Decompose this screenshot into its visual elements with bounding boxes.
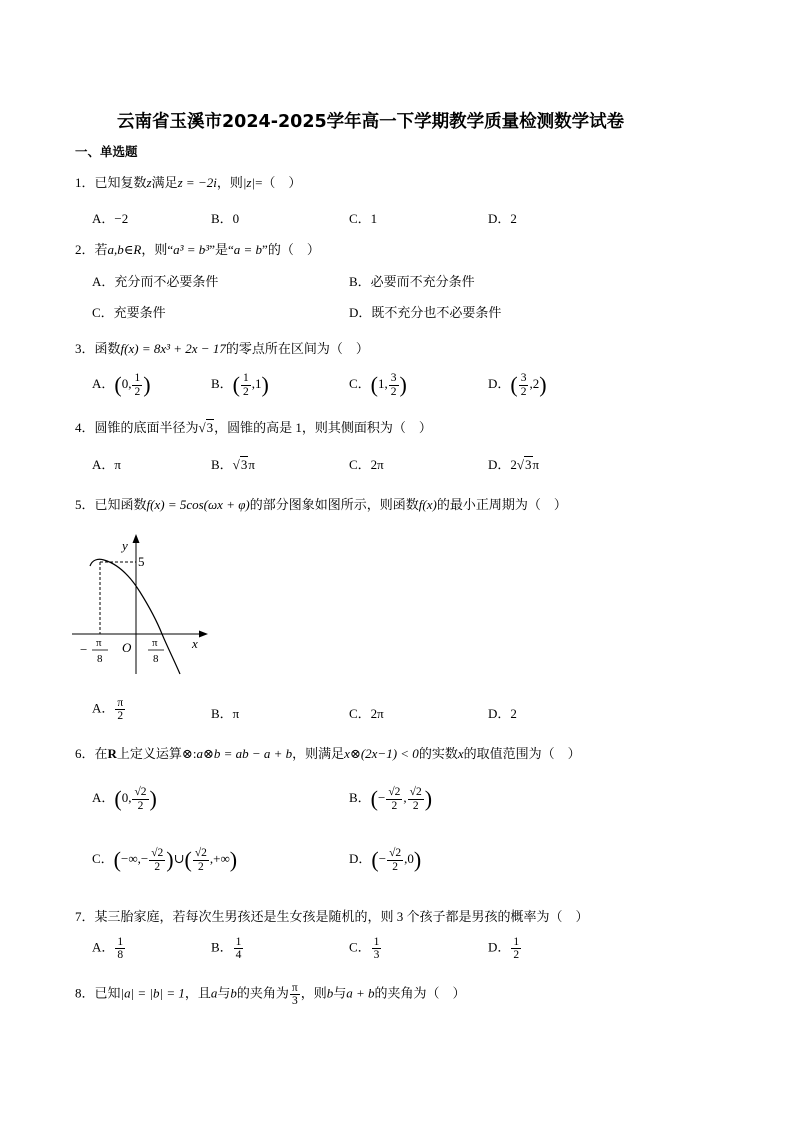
question-text: 与 bbox=[217, 985, 231, 1001]
math-expr: a,b∈R bbox=[107, 242, 142, 257]
option-c[interactable]: C．(1, $\frac{3}{2}$ ) bbox=[349, 372, 407, 398]
math-expr: 0, bbox=[121, 375, 132, 391]
option-label: B． bbox=[349, 789, 371, 805]
math-expr: a⊗b = ab − a + b bbox=[196, 746, 293, 761]
fraction: $\frac{√2}{2}$ bbox=[389, 847, 402, 873]
question-7 bbox=[75, 906, 589, 925]
option-a[interactable]: A．π bbox=[92, 457, 121, 472]
math-set: R bbox=[107, 746, 117, 761]
question-text: 的夹角为 bbox=[236, 985, 289, 1001]
option-d[interactable]: D．2 bbox=[488, 706, 517, 721]
option-a[interactable]: A．(0, $\frac{√2}{2}$ ) bbox=[92, 786, 157, 812]
option-label: D． bbox=[349, 850, 372, 866]
question-8 bbox=[75, 982, 466, 1007]
vector-a: a bbox=[210, 985, 218, 1001]
math-expr: π bbox=[532, 457, 540, 472]
fraction: $\frac{1}{2}$ bbox=[134, 372, 141, 398]
fraction: $\frac{\pi}{3}$ bbox=[291, 982, 298, 1008]
question-5 bbox=[75, 494, 567, 513]
option-label: A． bbox=[92, 700, 115, 716]
math-expr: f(x) = 5cos(ωx + φ) bbox=[146, 497, 250, 512]
pos-tick-denominator: 8 bbox=[153, 653, 159, 665]
option-label: B． bbox=[211, 939, 233, 955]
option-a[interactable] bbox=[92, 936, 126, 961]
question-text: 在 bbox=[94, 746, 108, 761]
option-b[interactable]: B．(− $\frac{√2}{2}$ , $\frac{√2}{2}$ ) bbox=[349, 786, 433, 812]
question-text: 已知函数 bbox=[94, 497, 147, 512]
option-b[interactable] bbox=[211, 454, 255, 473]
option-label: C． bbox=[349, 375, 371, 391]
question-text: ，且 bbox=[184, 985, 211, 1001]
math-var: z bbox=[146, 175, 152, 190]
question-3 bbox=[75, 338, 369, 357]
option-d[interactable] bbox=[488, 454, 539, 473]
neg-tick-sign: − bbox=[80, 642, 88, 657]
sqrt: √3 bbox=[198, 420, 214, 435]
option-b[interactable]: B．必要而不充分条件 bbox=[349, 274, 475, 289]
union-symbol: ∪ bbox=[173, 850, 185, 866]
question-text: 与 bbox=[333, 985, 347, 1001]
option-a[interactable] bbox=[92, 697, 126, 722]
question-text: ，则 bbox=[300, 985, 327, 1001]
question-text: ，则“ bbox=[141, 242, 174, 257]
peak-value-label: 5 bbox=[138, 554, 145, 569]
question-number: 7． bbox=[75, 909, 95, 924]
vector-sum: a + b bbox=[346, 985, 375, 1001]
option-label: B． bbox=[211, 457, 233, 472]
question-number: 3． bbox=[75, 341, 95, 356]
math-expr: |a| = |b| = 1 bbox=[120, 985, 185, 1001]
neg-tick-numerator: π bbox=[96, 637, 102, 649]
option-c[interactable]: C．(−∞,− $\frac{√2}{2}$ )∪( $\frac{√2}{2}$ ,+∞) bbox=[92, 847, 238, 873]
fraction: $\frac{1}{2}$ bbox=[243, 372, 249, 398]
x-axis-label: x bbox=[192, 636, 198, 651]
question-text: 上定义运算⊗: bbox=[116, 746, 197, 761]
question-number: 5． bbox=[75, 497, 95, 512]
question-text: 已知 bbox=[94, 985, 121, 1001]
question-2 bbox=[75, 239, 320, 258]
fraction: $\frac{1}{4}$ bbox=[235, 936, 242, 962]
question-text: 的部分图象如图所示，则函数 bbox=[249, 497, 419, 512]
fraction: $\frac{√2}{2}$ bbox=[151, 847, 164, 873]
sqrt: √3 bbox=[232, 457, 248, 472]
question-text: 的零点所在区间为（ ） bbox=[225, 341, 369, 356]
fraction: $\frac{1}{8}$ bbox=[117, 936, 124, 962]
option-label: A． bbox=[92, 789, 115, 805]
math-expr: ,1 bbox=[251, 375, 262, 391]
section-heading: 一、单选题 bbox=[75, 144, 138, 159]
option-label: C． bbox=[92, 850, 114, 866]
option-label: A． bbox=[92, 939, 115, 955]
math-expr: π bbox=[248, 457, 255, 472]
option-c[interactable]: C．充要条件 bbox=[92, 305, 166, 320]
option-c[interactable]: C．1 bbox=[349, 211, 378, 226]
pos-tick-numerator: π bbox=[152, 637, 158, 649]
fraction: $\frac{3}{2}$ bbox=[390, 372, 397, 398]
math-expr: ,0 bbox=[404, 850, 414, 866]
question-text: ”的（ ） bbox=[262, 242, 320, 257]
math-expr: f(x) bbox=[418, 497, 437, 512]
option-d[interactable]: D．( $\frac{3}{2}$ ,2) bbox=[488, 372, 547, 398]
option-b[interactable]: B．0 bbox=[211, 211, 240, 226]
question-text: 的取值范围为（ ） bbox=[463, 746, 581, 761]
question-text: 的夹角为（ ） bbox=[374, 985, 466, 1001]
cosine-graph bbox=[70, 528, 220, 678]
vector-b: b bbox=[230, 985, 237, 1001]
question-text: 圆锥的底面半径为 bbox=[94, 420, 199, 435]
question-text: 的最小正周期为（ ） bbox=[436, 497, 567, 512]
question-number: 6． bbox=[75, 746, 95, 761]
page-title: 云南省玉溪市2024-2025学年高一下学期教学质量检测数学试卷 bbox=[117, 112, 625, 132]
vector-b: b bbox=[326, 985, 334, 1001]
question-text: ，则 bbox=[216, 175, 243, 190]
math-var: x bbox=[457, 746, 464, 761]
y-axis-arrow bbox=[133, 534, 140, 543]
option-label: B． bbox=[211, 375, 233, 391]
math-expr: x⊗(2x−1) < 0 bbox=[344, 746, 419, 761]
fraction: $\frac{1}{2}$ bbox=[513, 936, 520, 962]
math-expr: a = b bbox=[233, 242, 263, 257]
fraction: $\frac{√2}{2}$ bbox=[388, 786, 401, 812]
math-expr: f(x) = 8x³ + 2x − 17 bbox=[120, 341, 226, 356]
question-text: 某三胎家庭，若每次生男孩还是生女孩是随机的，则 3 个孩子都是男孩的概率为（ ） bbox=[94, 909, 589, 924]
option-d[interactable]: D．既不充分也不必要条件 bbox=[349, 305, 502, 320]
option-b[interactable] bbox=[211, 936, 244, 961]
question-text: 已知复数 bbox=[94, 175, 147, 190]
option-c[interactable]: C．2π bbox=[349, 457, 384, 472]
math-expr: z = −2i bbox=[177, 175, 217, 190]
question-6 bbox=[75, 743, 581, 762]
question-text: ，圆锥的高是 1，则其侧面积为（ ） bbox=[214, 420, 432, 435]
fraction: $\frac{3}{2}$ bbox=[520, 372, 527, 398]
option-label: D． bbox=[488, 939, 511, 955]
x-axis-arrow bbox=[199, 631, 208, 638]
question-text: 若 bbox=[94, 242, 108, 257]
question-text: ，则满足 bbox=[292, 746, 345, 761]
question-text: =（ ） bbox=[255, 175, 302, 190]
question-text: ”是“ bbox=[209, 242, 234, 257]
option-b[interactable]: B．( $\frac{1}{2}$ ,1) bbox=[211, 372, 269, 398]
question-text: 满足 bbox=[151, 175, 178, 190]
option-a[interactable]: A．充分而不必要条件 bbox=[92, 274, 219, 289]
option-d[interactable] bbox=[488, 936, 522, 961]
option-label: D．2 bbox=[488, 457, 517, 472]
option-a[interactable]: A．(0, $\frac{1}{2}$ ) bbox=[92, 372, 151, 398]
option-b[interactable]: B．π bbox=[211, 706, 240, 721]
question-text: 函数 bbox=[94, 341, 121, 356]
question-4 bbox=[75, 417, 432, 436]
option-label: A． bbox=[92, 375, 115, 391]
origin-label: O bbox=[122, 640, 132, 655]
sqrt: √3 bbox=[516, 457, 532, 472]
question-number: 8． bbox=[75, 985, 95, 1001]
option-c[interactable]: C．2π bbox=[349, 706, 384, 721]
fraction: $\frac{√2}{2}$ bbox=[409, 786, 422, 812]
option-a[interactable]: A．−2 bbox=[92, 211, 129, 226]
option-label: C． bbox=[349, 939, 371, 955]
fraction: $\frac{\pi}{2}$ bbox=[117, 697, 124, 723]
option-label: D． bbox=[488, 375, 511, 391]
question-number: 1． bbox=[75, 175, 95, 190]
fraction: $\frac{√2}{2}$ bbox=[194, 847, 207, 873]
question-number: 2． bbox=[75, 242, 95, 257]
math-expr: −∞,− bbox=[121, 850, 149, 866]
option-d[interactable]: D．(− $\frac{√2}{2}$ ,0) bbox=[349, 847, 422, 873]
neg-tick-denominator: 8 bbox=[97, 653, 103, 665]
fraction: $\frac{√2}{2}$ bbox=[134, 786, 147, 812]
math-expr: a³ = b³ bbox=[173, 242, 210, 257]
question-text: 的实数 bbox=[418, 746, 458, 761]
math-expr: 1, bbox=[378, 375, 388, 391]
option-d[interactable]: D．2 bbox=[488, 211, 517, 226]
math-expr: ,+∞ bbox=[209, 850, 230, 866]
y-axis-label: y bbox=[122, 538, 128, 553]
math-expr: |z| bbox=[242, 175, 256, 190]
math-expr: 0, bbox=[121, 789, 132, 805]
question-number: 4． bbox=[75, 420, 95, 435]
option-c[interactable] bbox=[349, 936, 382, 961]
question-1 bbox=[75, 172, 301, 191]
math-expr: ,2 bbox=[529, 375, 540, 391]
fraction: $\frac{1}{3}$ bbox=[373, 936, 380, 962]
cosine-curve bbox=[90, 559, 180, 674]
